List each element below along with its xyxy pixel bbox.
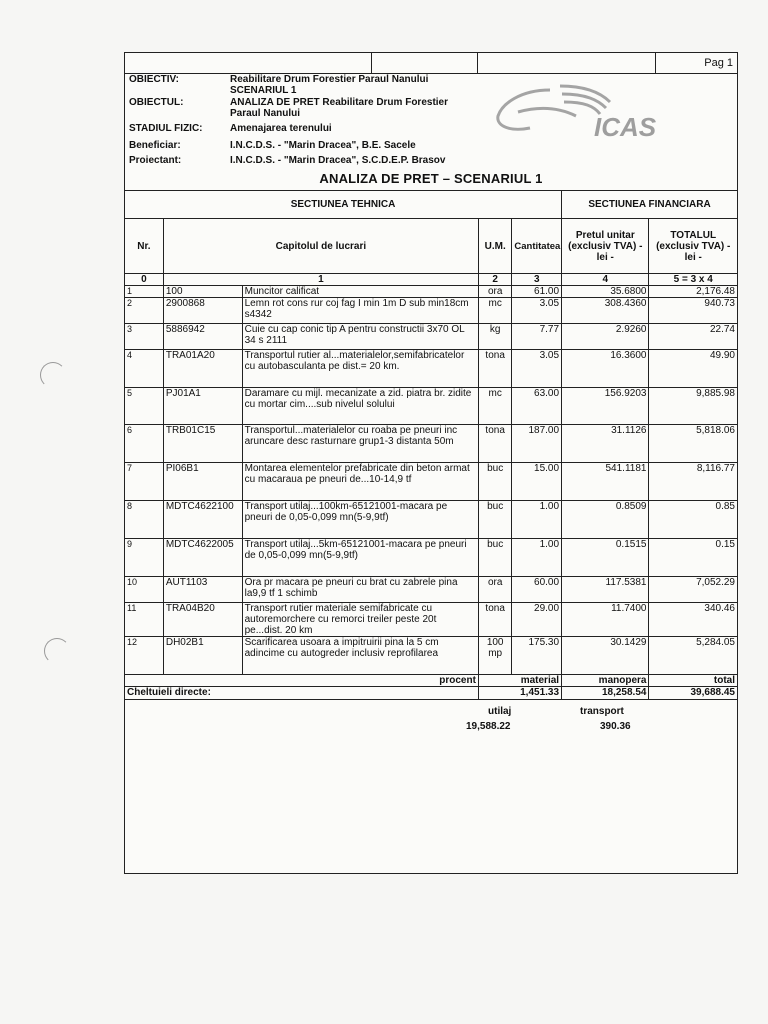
row-code: AUT1103 xyxy=(163,577,242,603)
row-code: TRA04B20 xyxy=(163,603,242,637)
object-label: OBIECTUL: xyxy=(129,97,184,108)
page-bar-cell xyxy=(372,53,478,73)
row-nr: 12 xyxy=(125,637,164,675)
row-unit-price: 0.1515 xyxy=(562,539,649,577)
row-nr: 10 xyxy=(125,577,164,603)
summary-material: 1,451.33 xyxy=(478,687,561,700)
row-description: Montarea elementelor prefabricate din beton armat cu macaraua pe pneuri de...10-14,9 tf xyxy=(242,463,478,501)
col-index-qty: 3 xyxy=(512,274,562,286)
row-nr: 5 xyxy=(125,388,164,425)
object-value: ANALIZA DE PRET Reabilitare Drum Forestier Paraul Nanului xyxy=(230,97,449,119)
row-total: 2,176.48 xyxy=(649,286,738,298)
row-nr: 8 xyxy=(125,501,164,539)
col-header-chapter: Capitolul de lucrari xyxy=(163,219,478,274)
row-qty: 7.77 xyxy=(512,324,562,350)
table-row xyxy=(125,637,738,675)
row-code: MDTC4622100 xyxy=(163,501,242,539)
summary-label-transport: transport xyxy=(580,706,624,717)
row-qty: 15.00 xyxy=(512,463,562,501)
row-total: 8,116.77 xyxy=(649,463,738,501)
summary-label-procent: procent xyxy=(125,675,479,687)
logo-text: ICAS xyxy=(594,112,657,142)
row-description: Transportul...materialelor cu roaba pe pneuri inc aruncare desc rasturnare grup1-3 distanta 50m xyxy=(242,425,478,463)
row-total: 9,885.98 xyxy=(649,388,738,425)
row-total: 340.46 xyxy=(649,603,738,637)
row-total: 22.74 xyxy=(649,324,738,350)
row-total: 940.73 xyxy=(649,298,738,324)
designer-label: Proiectant: xyxy=(129,155,182,166)
row-total: 7,052.29 xyxy=(649,577,738,603)
page-number: Pag 1 xyxy=(704,57,733,69)
objective-label: OBIECTIV: xyxy=(129,74,180,85)
page-bar xyxy=(125,53,737,74)
col-header-unit-price: Pretul unitar (exclusiv TVA) - lei - xyxy=(562,219,649,274)
page-bar-cell xyxy=(125,53,372,73)
summary-utilaj: 19,588.22 xyxy=(466,721,511,732)
row-qty: 3.05 xyxy=(512,298,562,324)
row-um: tona xyxy=(478,603,511,637)
row-nr: 7 xyxy=(125,463,164,501)
col-index-unit-price: 4 xyxy=(562,274,649,286)
row-code: TRB01C15 xyxy=(163,425,242,463)
price-analysis-table xyxy=(124,190,738,700)
row-qty: 187.00 xyxy=(512,425,562,463)
table-row xyxy=(125,388,738,425)
row-qty: 61.00 xyxy=(512,286,562,298)
row-unit-price: 541.1181 xyxy=(562,463,649,501)
col-index-um: 2 xyxy=(478,274,511,286)
table-row xyxy=(125,539,738,577)
row-qty: 1.00 xyxy=(512,501,562,539)
table-row xyxy=(125,286,738,298)
row-nr: 9 xyxy=(125,539,164,577)
row-code: DH02B1 xyxy=(163,637,242,675)
row-um: ora xyxy=(478,286,511,298)
table-row xyxy=(125,350,738,388)
row-code: 5886942 xyxy=(163,324,242,350)
row-unit-price: 31.1126 xyxy=(562,425,649,463)
section-technical: SECTIUNEA TEHNICA xyxy=(125,191,562,219)
row-description: Daramare cu mijl. mecanizate a zid. piatra br. zidite cu mortar cim....sub nivelul solului xyxy=(242,388,478,425)
table-body xyxy=(125,286,738,675)
row-description: Transport rutier materiale semifabricate cu autoremorchere cu remorci treiler peste 20t pe...dist. 20 km xyxy=(242,603,478,637)
punch-hole-mark xyxy=(40,362,66,388)
row-qty: 3.05 xyxy=(512,350,562,388)
table-row xyxy=(125,603,738,637)
row-code: PJ01A1 xyxy=(163,388,242,425)
table-row xyxy=(125,463,738,501)
summary-total: 39,688.45 xyxy=(649,687,738,700)
row-nr: 6 xyxy=(125,425,164,463)
row-unit-price: 11.7400 xyxy=(562,603,649,637)
summary-manopera: 18,258.54 xyxy=(562,687,649,700)
row-nr: 1 xyxy=(125,286,164,298)
table-row xyxy=(125,425,738,463)
row-qty: 60.00 xyxy=(512,577,562,603)
summary-label-row xyxy=(125,675,738,687)
row-total: 5,284.05 xyxy=(649,637,738,675)
row-unit-price: 30.1429 xyxy=(562,637,649,675)
beneficiary-label: Beneficiar: xyxy=(129,140,181,151)
row-code: 100 xyxy=(163,286,242,298)
row-um: ora xyxy=(478,577,511,603)
col-header-nr: Nr. xyxy=(125,219,164,274)
objective-value: Reabilitare Drum Forestier Paraul Nanului SCENARIUL 1 xyxy=(230,74,429,96)
row-um: buc xyxy=(478,463,511,501)
row-unit-price: 35.6800 xyxy=(562,286,649,298)
row-description: Scarificarea usoara a impitruirii pina la 5 cm adincime cu autogreder inclusiv reprofilarea xyxy=(242,637,478,675)
col-header-total: TOTALUL (exclusiv TVA) - lei - xyxy=(649,219,738,274)
row-code: PI06B1 xyxy=(163,463,242,501)
row-um: 100 mp xyxy=(478,637,511,675)
section-financial: SECTIUNEA FINANCIARA xyxy=(562,191,738,219)
row-um: mc xyxy=(478,298,511,324)
row-description: Transport utilaj...100km-65121001-macara pe pneuri de 0,05-0,099 mn(5-9,9tf) xyxy=(242,501,478,539)
row-qty: 1.00 xyxy=(512,539,562,577)
row-um: tona xyxy=(478,425,511,463)
table-row xyxy=(125,324,738,350)
row-qty: 63.00 xyxy=(512,388,562,425)
row-code: 2900868 xyxy=(163,298,242,324)
row-um: buc xyxy=(478,501,511,539)
summary-label-manopera: manopera xyxy=(562,675,649,687)
summary-row xyxy=(125,687,738,700)
col-header-um: U.M. xyxy=(478,219,511,274)
row-qty: 175.30 xyxy=(512,637,562,675)
row-unit-price: 117.5381 xyxy=(562,577,649,603)
row-um: tona xyxy=(478,350,511,388)
summary-transport: 390.36 xyxy=(600,721,631,732)
punch-hole-mark xyxy=(44,638,70,664)
col-index-chapter: 1 xyxy=(163,274,478,286)
row-nr: 4 xyxy=(125,350,164,388)
row-description: Muncitor calificat xyxy=(242,286,478,298)
row-total: 5,818.06 xyxy=(649,425,738,463)
stage-value: Amenajarea terenului xyxy=(230,123,332,134)
table-row xyxy=(125,298,738,324)
summary-label-material: material xyxy=(478,675,561,687)
icas-logo xyxy=(490,82,706,142)
table-row xyxy=(125,577,738,603)
document-title: ANALIZA DE PRET – SCENARIUL 1 xyxy=(319,171,543,186)
beneficiary-value: I.N.C.D.S. - "Marin Dracea", B.E. Sacele xyxy=(230,140,416,151)
row-nr: 11 xyxy=(125,603,164,637)
page-bar-cell xyxy=(478,53,656,73)
row-description: Transportul rutier al...materialelor,semifabricatelor cu autobasculanta pe dist.= 20 km. xyxy=(242,350,478,388)
row-unit-price: 2.9260 xyxy=(562,324,649,350)
row-description: Transport utilaj...5km-65121001-macara pe pneuri de 0,05-0,099 mn(5-9,9tf) xyxy=(242,539,478,577)
summary-label-total: total xyxy=(649,675,738,687)
row-um: buc xyxy=(478,539,511,577)
row-nr: 3 xyxy=(125,324,164,350)
row-unit-price: 0.8509 xyxy=(562,501,649,539)
table-row xyxy=(125,501,738,539)
row-total: 0.85 xyxy=(649,501,738,539)
row-um: mc xyxy=(478,388,511,425)
stage-label: STADIUL FIZIC: xyxy=(129,123,203,134)
row-code: MDTC4622005 xyxy=(163,539,242,577)
col-header-qty: Cantitatea xyxy=(512,219,562,274)
row-nr: 2 xyxy=(125,298,164,324)
summary-label-utilaj: utilaj xyxy=(488,706,512,717)
row-total: 0.15 xyxy=(649,539,738,577)
row-um: kg xyxy=(478,324,511,350)
col-index-total: 5 = 3 x 4 xyxy=(649,274,738,286)
row-unit-price: 16.3600 xyxy=(562,350,649,388)
row-description: Lemn rot cons rur coj fag I min 1m D sub min18cm s4342 xyxy=(242,298,478,324)
row-total: 49.90 xyxy=(649,350,738,388)
row-qty: 29.00 xyxy=(512,603,562,637)
row-unit-price: 308.4360 xyxy=(562,298,649,324)
designer-value: I.N.C.D.S. - "Marin Dracea", S.C.D.E.P. Brasov xyxy=(230,155,446,166)
col-index-nr: 0 xyxy=(125,274,164,286)
row-unit-price: 156.9203 xyxy=(562,388,649,425)
row-description: Cuie cu cap conic tip A pentru constructii 3x70 OL 34 s 2111 xyxy=(242,324,478,350)
row-description: Ora pr macara pe pneuri cu brat cu zabrele pina la9,9 tf 1 schimb xyxy=(242,577,478,603)
summary-row-label: Cheltuieli directe: xyxy=(125,687,479,700)
row-code: TRA01A20 xyxy=(163,350,242,388)
